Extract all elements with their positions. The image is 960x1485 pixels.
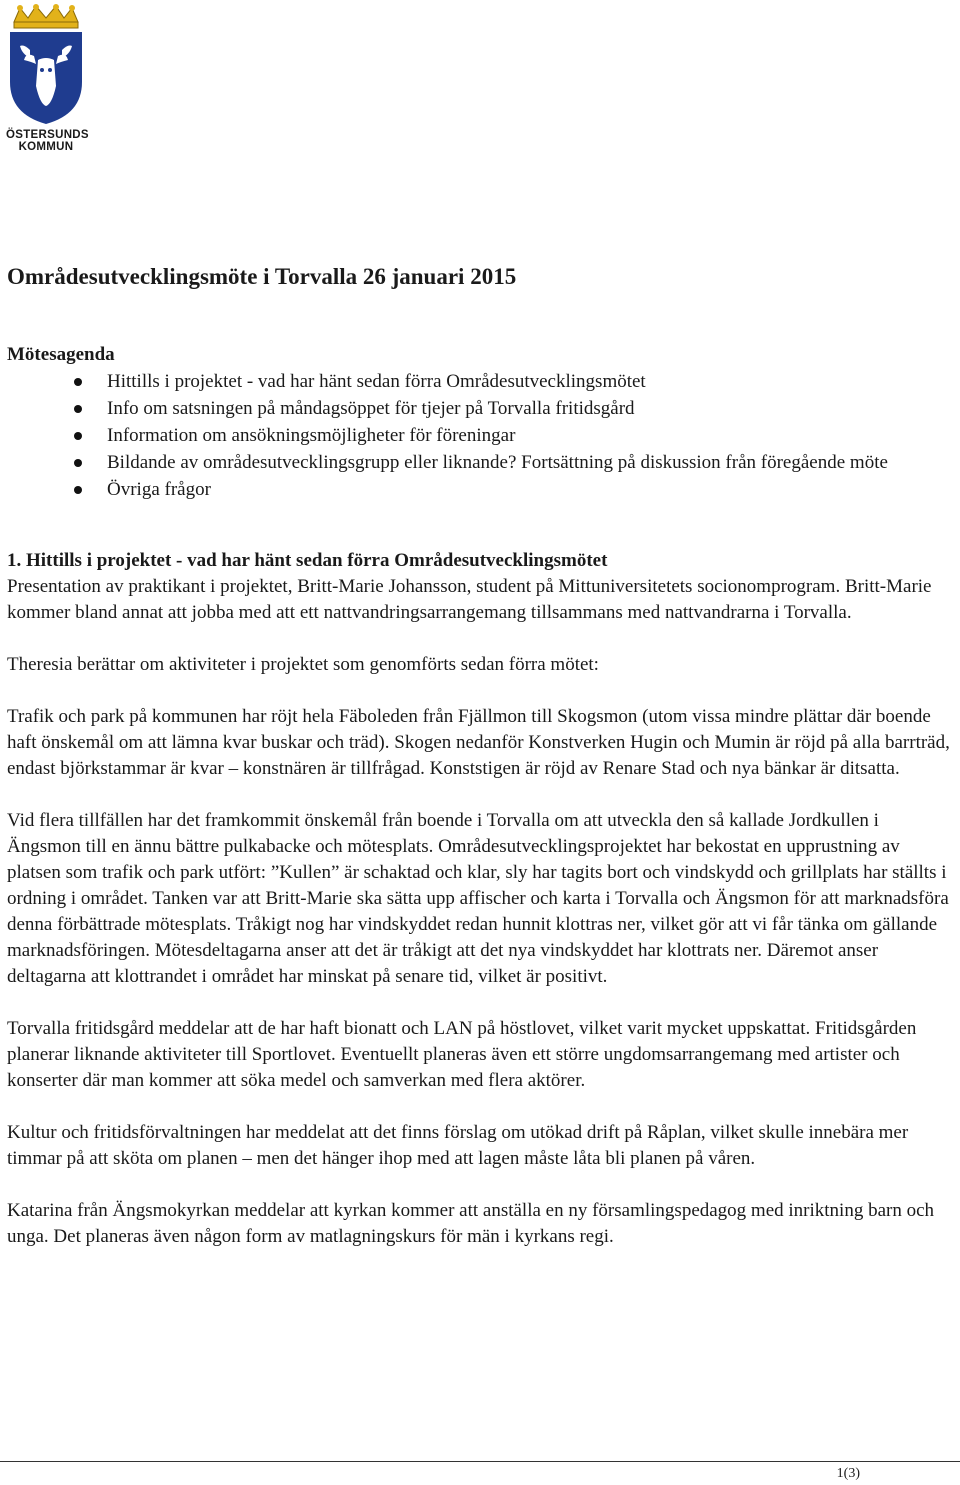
page-number: 1(3) — [836, 1466, 860, 1481]
paragraph: Theresia berättar om aktiviteter i projektet som genomförts sedan förra mötet: — [7, 654, 599, 675]
agenda-item: Info om satsningen på måndagsöppet för tjejer på Torvalla fritidsgård — [7, 395, 897, 422]
paragraph: Kultur och fritidsförvaltningen har meddelat att det finns förslag om utökad drift på Råplan, vilket skulle innebära mer timmar på att sköta om planen – men det hänger ihop med att lagen måste låta bli planen på våren. — [7, 1122, 909, 1169]
agenda-list — [7, 368, 952, 503]
agenda-heading: Mötesagenda — [7, 344, 115, 365]
logo-line-1: ÖSTERSUNDS — [6, 129, 89, 141]
footer-divider — [0, 1461, 960, 1462]
page-title: Områdesutvecklingsmöte i Torvalla 26 januari 2015 — [7, 264, 517, 289]
agenda-item: Bildande av områdesutvecklingsgrupp eller liknande? Fortsättning på diskussion från föregående möte — [7, 449, 897, 476]
logo-line-2: KOMMUN — [18, 141, 74, 153]
paragraph: Trafik och park på kommunen har röjt hela Fäboleden från Fjällmon till Skogsmon (utom vissa mindre plättar där boende haft önskemål om att lämna kvar buskar och träd). Skogen nedanför Konstverken Hugin och Mumin är röjd på alla barrträd, endast björkstammar är kvar – konstnären är tillfrågad. Konststigen är röjd av Renare Stad och nya bänkar är ditsatta. — [7, 706, 950, 779]
agenda-item: Hittills i projektet - vad har hänt sedan förra Områdesutvecklingsmötet — [7, 368, 897, 395]
paragraph: Vid flera tillfällen har det framkommit önskemål från boende i Torvalla om att utveckla den så kallade Jordkullen i Ängsmon till en ännu bättre pulkabacke och mötesplats. Områdesutvecklingsprojektet har bekostat en upprustning av platsen som trafik och park utfört: ”Kullen” är schaktad och klar, sly har tagits bort och vindskydd och grillplats har ställts i ordning i området. Tanken var att Britt-Marie ska sätta upp affischer och karta i Torvalla och Ängsmon för att marknadsföra denna förbättrade mötesplats. Tråkigt nog har vindskyddet redan hunnit klottras ner, vilket gör att vi får tänka om gällande marknadsföringen. Mötesdeltagarna anser att det är tråkigt att det nya vindskyddet har klottrats ner. Däremot anser deltagarna att klottrandet i området har minskat på senare tid, vilket är positivt. — [7, 810, 949, 987]
document-body — [7, 262, 952, 1250]
paragraph: Presentation av praktikant i projektet, Britt-Marie Johansson, student på Mittuniversitetets socionomprogram. Britt-Marie kommer bland annat att jobba med att ett nattvandringsarrangemang tillsammans med nattvandrarna i Torvalla. — [7, 576, 932, 623]
agenda-item: Övriga frågor — [7, 476, 897, 503]
paragraph: Katarina från Ängsmokyrkan meddelar att kyrkan kommer att anställa en ny församlingspedagog med inriktning barn och unga. Det planeras även någon form av matlagningskurs för män i kyrkans regi. — [7, 1200, 935, 1247]
bullet-icon — [74, 405, 82, 413]
bullet-icon — [74, 432, 82, 440]
bullet-icon — [74, 486, 82, 494]
bullet-icon — [74, 378, 82, 386]
municipality-logo — [6, 4, 89, 153]
agenda-item: Information om ansökningsmöjligheter för föreningar — [7, 422, 897, 449]
paragraph: Torvalla fritidsgård meddelar att de har haft bionatt och LAN på höstlovet, vilket varit mycket uppskattat. Fritidsgården planerar liknande aktiviteter till Sportlovet. Eventuellt planeras även ett större ungdomsarrangemang med artister och konserter där man kommer att söka medel och samverkan med flera aktörer. — [7, 1018, 917, 1091]
section-heading: 1. Hittills i projektet - vad har hänt sedan förra Områdesutvecklingsmötet — [7, 550, 608, 571]
coat-of-arms-icon — [6, 4, 86, 126]
bullet-icon — [74, 459, 82, 467]
